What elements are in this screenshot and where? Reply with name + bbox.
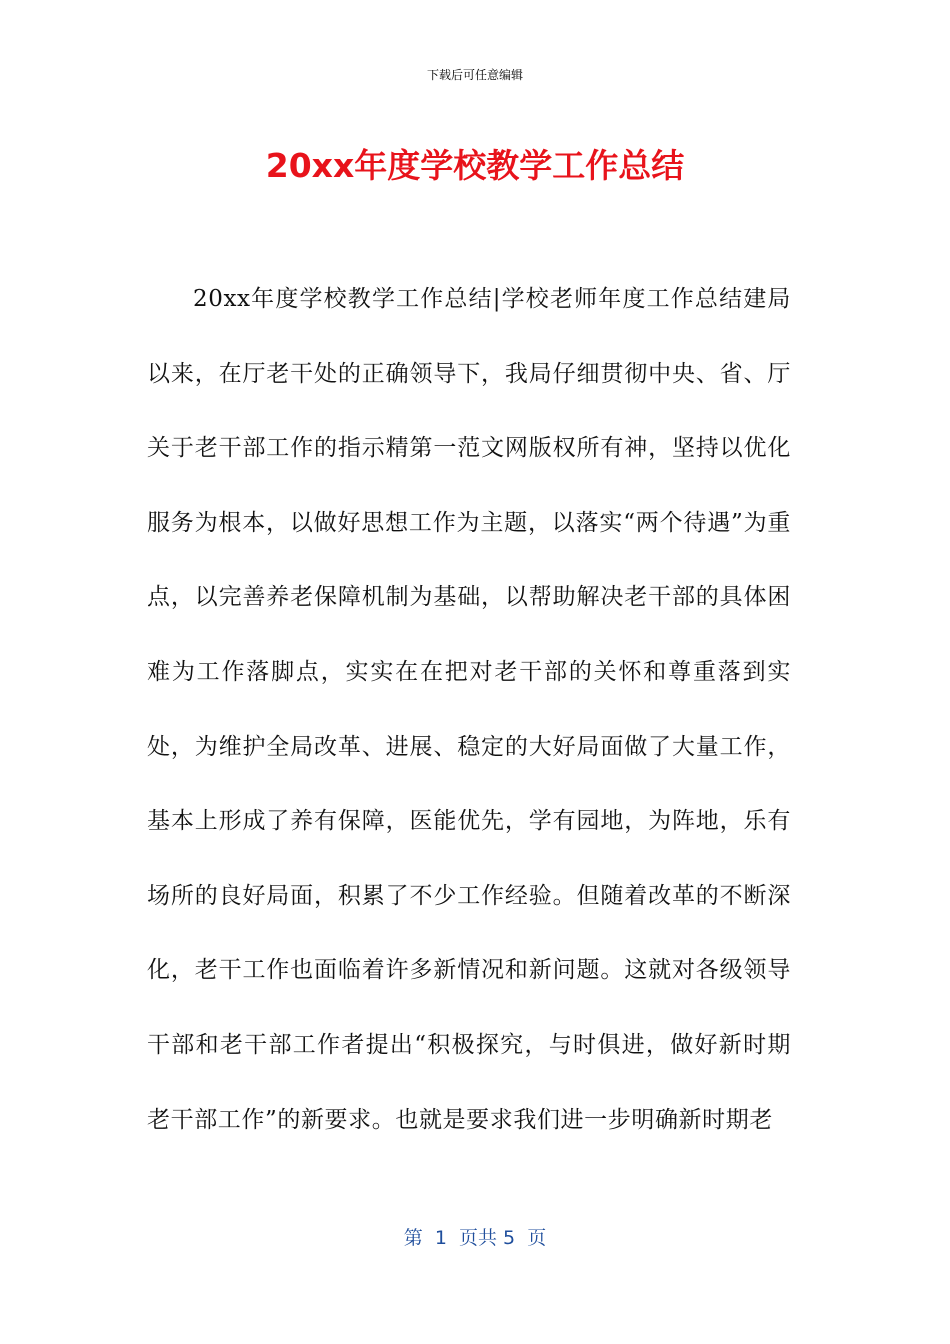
page-footer: 第 1 页共 5 页	[403, 1227, 547, 1249]
body-paragraph: 20xx年度学校教学工作总结|学校老师年度工作总结建局以来，在厅老干处的正确领导下，我局仔细贯彻中央、省、厅关于老干部工作的指示精第一范文网版权所有神，坚持以优化服务为根本，以做好思想工作为主题，以落实“两个待遇”为重点，以完善养老保障机制为基础，以帮助解决老干部的具体困难为工作落脚点，实实在在把对老干部的关怀和尊重落到实处，为维护全局改革、进展、稳定的大好局面做了大量工作，基本上形成了养有保障，医能优先，学有园地，为阵地，乐有场所的良好局面，积累了不少工作经验。但随着改革的不断深化，老干工作也面临着许多新情况和新问题。这就对各级领导干部和老干部工作者提出“积极探究，与时俱进，做好新时期老干部工作”的新要求。也就是要求我们进一步明确新时期老	[147, 286, 791, 1133]
header-note: 下载后可任意编辑	[426, 68, 523, 82]
document-title: 20xx年度学校教学工作总结	[265, 146, 685, 185]
